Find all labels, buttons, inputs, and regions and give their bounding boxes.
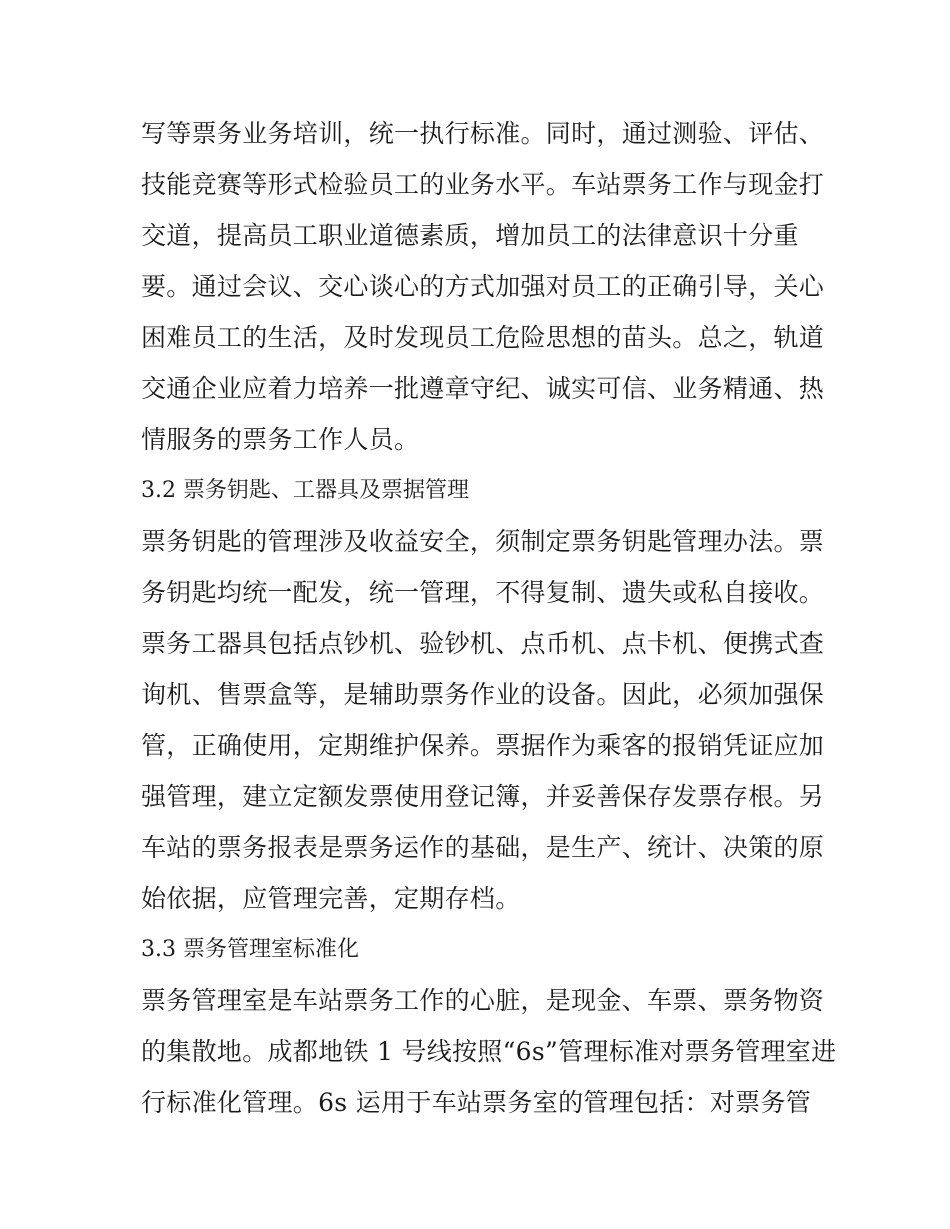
body-line: 困难员工的生活，及时发现员工危险思想的苗头。总之，轨道 (141, 323, 825, 352)
body-line: 管，正确使用，定期维护保养。票据作为乘客的报销凭证应加 (141, 731, 825, 760)
body-line: 票务管理室是车站票务工作的心脏，是现金、车票、票务物资 (141, 986, 825, 1015)
body-line: 行标准化管理。6s 运用于车站票务室的管理包括：对票务管 (141, 1088, 812, 1117)
body-line: 情服务的票务工作人员。 (141, 425, 420, 454)
body-line: 要。通过会议、交心谈心的方式加强对员工的正确引导，关心 (141, 272, 825, 301)
document-page (141, 108, 837, 1128)
body-line: 车站的票务报表是票务运作的基础，是生产、统计、决策的原 (141, 833, 825, 862)
body-line: 的集散地。成都地铁 1 号线按照“6s”管理标准对票务管理室进 (141, 1037, 837, 1066)
body-line: 始依据，应管理完善，定期存档。 (141, 884, 521, 913)
body-line: 强管理，建立定额发票使用登记簿，并妥善保存发票存根。另 (141, 782, 825, 811)
body-line: 交道，提高员工职业道德素质，增加员工的法律意识十分重 (141, 221, 799, 250)
body-line: 票务工器具包括点钞机、验钞机、点币机、点卡机、便携式查 (141, 629, 825, 658)
section-heading-3-2: 3.2 票务钥匙、工器具及票据管理 (141, 478, 469, 503)
section-heading-3-3: 3.3 票务管理室标准化 (141, 937, 359, 962)
body-line: 务钥匙均统一配发，统一管理，不得复制、遗失或私自接收。 (141, 578, 825, 607)
body-line: 交通企业应着力培养一批遵章守纪、诚实可信、业务精通、热 (141, 374, 825, 403)
body-line: 询机、售票盒等，是辅助票务作业的设备。因此，必须加强保 (141, 680, 825, 709)
body-line: 写等票务业务培训，统一执行标准。同时，通过测验、评估、 (141, 119, 825, 148)
body-line: 票务钥匙的管理涉及收益安全，须制定票务钥匙管理办法。票 (141, 527, 825, 556)
body-line: 技能竞赛等形式检验员工的业务水平。车站票务工作与现金打 (141, 170, 825, 199)
